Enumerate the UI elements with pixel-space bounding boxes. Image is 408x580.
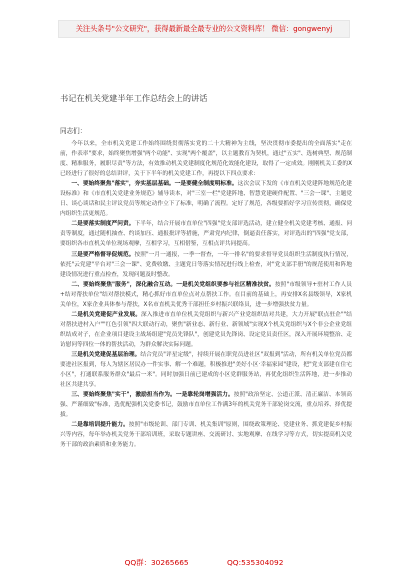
- paragraph-section-3: 三、要始终聚焦"实干"，激励担当作为。一是靠轮岗增强活力。按照"政治坚定、公道正派、清正廉洁、本领高强、严谨细致"标准，选优配强机关党委书记，鼓励市直单位工作满3年的机关党务干部轮岗交流，重点培养、择优提拔。: [60, 392, 352, 419]
- qq-contact: QQ:535304092: [226, 558, 284, 567]
- paragraph-section-1-3: 三是要严格督导促规范。按照"一月一通报，一季一督查，一年一排名"的要求督导党员组织生活制度执行情况，依托"云党建"平台对"三会一课"、党费收缴、主题党日等落实情况进行线上检查，对"党支部手册"的规范使用和阵地建设情况进行重点检查，发现问题及时整改。: [60, 251, 352, 278]
- qq-group: QQ群：30265665: [124, 558, 189, 567]
- paragraph-intro: 今年以来，全市机关党建工作始终围绕贯彻落实党的二十大精神为主线，坚决贯彻市委提出的全面落实"走在前，作表率"要求，始终聚焦增强"两个功能"、实现"两个覆盖"，以主题教育为契机，通过"五实"、选树典型、规范制度、精准服务，履职尽责"等方法，有效推动机关党建制度化规范化效能化建设，取得了一定成效。刚刚机关工委的X已经进行了很好的总结讲评，关于下半年的机关党建工作，再提以下四点要求：: [60, 141, 352, 178]
- sub-heading: 三是机关党建促基层治理。: [71, 351, 141, 358]
- section-heading: 一、要始终聚焦"落实"，夯实基层基础。: [71, 181, 175, 188]
- document-title: 书记在机关党建半年工作总结会上的讲话: [60, 93, 208, 103]
- paragraph-section-1-2: 二是要落实制度严问责。下半年，结合开展市直单位"四强"党支部评选活动，建立健全机关党建考核、通报、问责等制度，通过随机抽查、约谈加压、通报批评等措施，严肃党内纪律，倒逼责任落实，对评选出的"四强"党支部，要组织各市直机关单位现场观摩，互相学习，互相借鉴，互相点评共同提高。: [60, 221, 352, 248]
- contact-footer: [0, 557, 408, 568]
- sub-heading: 二是靠培训提升能力。: [71, 422, 129, 429]
- salutation: 同志们：: [60, 127, 87, 135]
- sub-heading: 二是机关党建促产业发展。: [71, 311, 141, 318]
- paragraph-section-2: 二、要始终聚焦"服务"，深化融合互动。一是机关党组织要参与社区精准扶贫。按照"市级领导+驻村工作人员+结对帮扶单位"结对帮扶模式，精心抓好市直单位点对点帮扶工作。在目前的基础上，再安排X名县级领导，X家机关单位，X家企业具体参与帮扶，X名市直机关优秀干部担任乡村振兴联络员，进一步增强扶贫力量。: [60, 281, 352, 308]
- sub-heading: 二是要落实制度严问责。: [71, 221, 135, 228]
- section-heading: 二、要始终聚焦"服务"，深化融合互动。: [71, 281, 177, 288]
- document-body: [60, 139, 352, 529]
- paragraph-section-1: 一、要始终聚焦"落实"，夯实基层基础。一是要健全制度明标准。这次会议下发的《市直机关党建阵地规范化建设标准》和《市直机关党建业务规范》辅导读本，对"三室一栏"党建阵地、智慧党建硬件配置、"三会一课"、主题党日、谈心谈话和民主评议党员等规定动作立下了标准，明确了流程。定好了规范，各级要抓好学习宣传贯彻，确保党内组织生活更规范。: [60, 181, 352, 218]
- promo-banner: 关注头条号"公文研究"，获得最新最全最专业的公文资料库！ 微信：gongwenyj: [58, 20, 350, 38]
- section-heading: 三、要始终聚焦"实干"，激励担当作为。: [71, 392, 176, 399]
- sub-heading: 一是靠轮岗增强活力。: [175, 392, 234, 399]
- sub-heading: 一是机关党组织要参与社区精准扶贫。: [176, 281, 275, 288]
- paragraph-section-2-2: 二是机关党建促产业发展。深入推进市直单位机关党组织与新兴产业党组织结对共建，大力开展"联点驻企""结对帮扶进村入户""红色引领"四大联动行动，聚焦"新业态、新行业、新领域"实现X个机关党组织与X个非公企业党组织结成对子，在企业项目建设主战场组建"党员先锋队"，创建党员先锋岗、设定党员责任区，深入开展环境整治、走访慰问等四位一体的帮扶活动，为群众解决实际问题。: [60, 311, 352, 348]
- paragraph-section-3-2: 二是靠培训提升能力。按照"市级轮训、部门专训、机关集训"原则，围绕政策理论、党建业务、抓党建促乡村振兴等内容，每年举办机关党务干部培训班，采取专题讲座、交流研讨、实地观摩、在线学习等方式，切实提高机关党务干部的政治素质和业务能力。: [60, 422, 352, 449]
- sub-heading: 三是要严格督导促规范。: [71, 251, 135, 258]
- paragraph-section-2-3: 三是机关党建促基层治理。结合党员"评星定级"，持续开展在职党员进社区"双报到"活动，所有机关单位党员都要进社区报到，每人为辖区居民办一件实事、解一个难题，积极推进"美好小区·幸福家园"建设，把"党支部建在住宅小区"，打通联系服务群众"最后一米"。同时加强日前已建成的小区党群服务站，再优化组织生活阵地，进一步推动社区共建共享。: [60, 351, 352, 389]
- sub-heading: 一是要健全制度明标准。: [174, 181, 238, 188]
